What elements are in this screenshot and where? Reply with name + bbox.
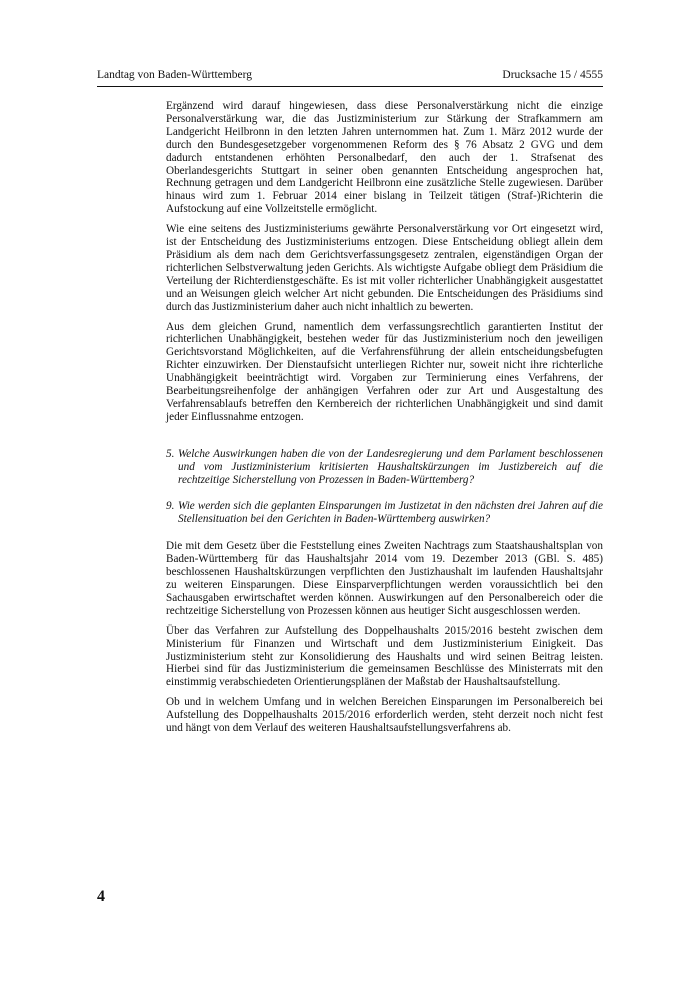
paragraph: Über das Verfahren zur Aufstellung des Doppelhaushalts 2015/2016 besteht zwischen dem Ministerium für Finanzen und Wirtschaft und dem Justizministerium Einigkeit. Das Justizministerium steht zur Konsolidierung des Haushalts und wird seinen Beitrag leisten. Hierbei sind für das Justizministerium die gemeinsamen Beschlüsse des Ministerrats mit den einstimmig verabschiedeten Orientierungsplänen der Maßstab der Haushaltsaufstellung.: [166, 624, 603, 689]
paragraph: Ob und in welchem Umfang und in welchen Bereichen Einsparungen im Personalbereich bei Aufstellung des Doppelhaushalts 2015/2016 erforderlich werden, steht derzeit noch nicht fest und hängt von dem Verlauf des weiteren Haushaltsaufstellungsverfahrens ab.: [166, 696, 603, 735]
question-item: [166, 448, 603, 487]
question-text: Wie werden sich die geplanten Einsparungen im Justizetat in den nächsten drei Jahren auf die Stellensituation bei den Gerichten in Baden-Württemberg auswirken?: [178, 500, 603, 526]
paragraph: Wie eine seitens des Justizministeriums gewährte Personalverstärkung vor Ort eingesetzt wird, ist der Entscheidung des Justizministeriums entzogen. Diese Entscheidung obliegt allein dem Präsidium als dem nach dem Gerichtsverfassungsgesetz zentralen, eigenständigen Organ der richterlichen Selbstverwaltung jeden Gerichts. Als wichtigste Aufgabe obliegt dem Präsidium die Verteilung der Richterdienstgeschäfte. Es ist mit voller richterlicher Unabhängigkeit ausgestattet und an Weisungen gleich welcher Art nicht gebunden. Die Entscheidungen des Präsidiums sind durch das Justizministerium daher auch nicht inhaltlich zu bewerten.: [166, 223, 603, 313]
page-number: 4: [97, 888, 105, 905]
header-rule: [97, 86, 603, 87]
page-body: [166, 100, 603, 742]
question-text: Welche Auswirkungen haben die von der Landesregierung und dem Parlament beschlossenen und vom Justizministerium kritisierten Haushaltskürzungen im Justizbereich auf die rechtzeitige Sicherstellung von Prozessen in Baden-Württemberg?: [178, 447, 603, 486]
paragraph: Ergänzend wird darauf hingewiesen, dass diese Personalverstärkung nicht die einzige Personalverstärkung war, die das Justizministerium zur Stärkung der Strafkammern am Landgericht Heilbronn in den letzten Jahren unternommen hat. Zum 1. März 2012 wurde der durch den Bundesgesetzgeber vorgenommenen Reform des § 76 Absatz 2 GVG und dem dadurch entstandenen erhöhten Personalbedarf, den auch der 1. Strafsenat des Oberlandesgerichts Stuttgart in seiner oben genannten Entscheidung angesprochen hat, Rechnung getragen und dem Landgericht Heilbronn eine zusätzliche Stelle zugewiesen. Darüber hinaus wird zum 1. Februar 2014 einer bislang in Teilzeit tätigen (Straf-)Richterin die Aufstockung auf eine Vollzeitstelle ermöglicht.: [166, 100, 603, 216]
paragraph: Aus dem gleichen Grund, namentlich dem verfassungsrechtlich garantierten Institut der richterlichen Unabhängigkeit, bestehen weder für das Justizministerium noch den jeweiligen Gerichtsvorstand Möglichkeiten, auf die Verfahrensführung der allein entscheidungsbefugten Richter einzuwirken. Der Dienstaufsicht unterliegen Richter nur, soweit nicht ihre richterliche Unabhängigkeit beeinträchtigt wird. Vorgaben zur Terminierung eines Verfahrens, der Bearbeitungsreihenfolge der anhängigen Verfahren oder zur Art und Ausgestaltung des Verfahrensablaufs betreffen den Kernbereich der richterlichen Unabhängigkeit und sind damit jeder Einflussnahme entzogen.: [166, 320, 603, 423]
paragraph: Die mit dem Gesetz über die Feststellung eines Zweiten Nachtrags zum Staatshaushaltsplan von Baden-Württemberg für das Haushaltsjahr 2014 vom 19. Dezember 2013 (GBl. S. 485) beschlossenen Haushaltskürzungen verpflichten den Justizhaushalt im laufenden Haushaltsjahr zu weiteren Einsparungen. Diese Einsparverpflichtungen werden voraussichtlich bei den Sachausgaben erwirtschaftet werden können. Auswirkungen auf den Personalbereich oder die rechtzeitige Sicherstellung von Prozessen können aus heutiger Sicht ausgeschlossen werden.: [166, 540, 603, 617]
question-number: 5.: [166, 447, 175, 460]
header-right: Drucksache 15 / 4555: [502, 69, 603, 81]
question-item: [166, 500, 603, 526]
spacer: [166, 431, 603, 448]
header-left: Landtag von Baden-Württemberg: [97, 69, 252, 81]
page-header: [97, 68, 603, 82]
question-number: 9.: [166, 500, 175, 513]
